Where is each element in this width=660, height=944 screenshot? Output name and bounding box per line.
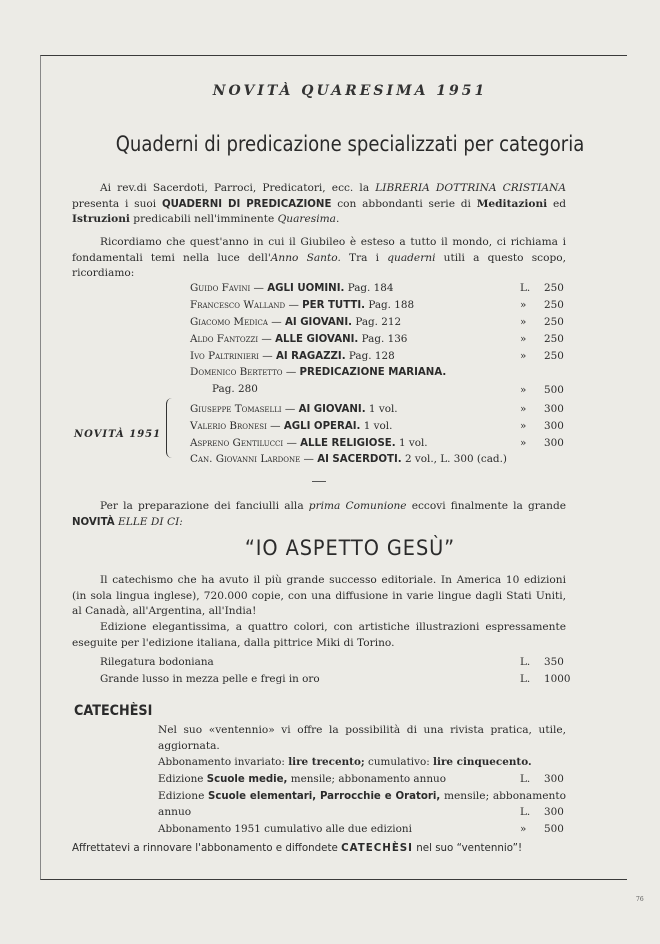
book-entry: Giuseppe Tomaselli — AI GIOVANI. 1 vol. xyxy=(190,403,398,415)
book-entry: Giacomo Medica — AI GIOVANI. Pag. 212 xyxy=(190,316,402,328)
brace xyxy=(166,398,173,458)
book-price: » 300 xyxy=(520,403,564,415)
book-entry: Domenico Bertetto — PREDICAZIONE MARIANA. xyxy=(190,366,447,378)
book-entry: Aldo Fantozzi — ALLE GIOVANI. Pag. 136 xyxy=(190,333,408,345)
catechesi-heading: CATECHÈSI xyxy=(74,703,153,719)
intro-paragraph-2: Ricordiamo che quest'anno in cui il Giubileo è esteso a tutto il mondo, ci richiama i fondamentali temi nella luce dell'Anno Santo. Tra i quaderni utili a questo scopo, ricordiamo: xyxy=(72,236,566,279)
final-appeal: Affrettatevi a rinnovare l'abbonamento e diffondete CATECHÈSI nel suo “ventennio”! xyxy=(72,842,523,854)
scuole-elementari-price: L. 300 xyxy=(520,806,564,818)
book-title-io-aspetto-gesu: “IO ASPETTO GESÙ” xyxy=(244,536,456,560)
comunione-paragraph: Per la preparazione dei fanciulli alla prima Comunione eccovi finalmente la grande NOVITÀ ELLE DI CI: xyxy=(72,500,567,528)
cumulativo-price: » 500 xyxy=(520,823,564,835)
catechesi-abbonamento: Abbonamento invariato: lire trecento; cumulativo: lire cinquecento. xyxy=(158,756,532,768)
book-price: L. 250 xyxy=(520,282,564,294)
book-price: » 250 xyxy=(520,333,564,345)
page-title: Quaderni di predicazione specializzati per categoria xyxy=(115,132,585,156)
catechesi-cumulativo: Abbonamento 1951 cumulativo alle due edizioni xyxy=(158,823,412,835)
book-entry: Valerio Bronesi — AGLI OPERAI. 1 vol. xyxy=(190,420,393,432)
catechesi-paragraph-1: Nel suo «ventennio» vi offre la possibilità di una rivista pratica, utile, aggiornata. xyxy=(158,724,566,752)
book-entry: Aspreno Gentilucci — ALLE RELIGIOSE. 1 vol. xyxy=(190,437,428,449)
book-entry: Can. Giovanni Lardone — AI SACERDOTI. 2 vol., L. 300 (cad.) xyxy=(190,453,507,465)
book-price: » 250 xyxy=(520,350,564,362)
book-price: » 500 xyxy=(520,384,564,396)
page-number: 76 xyxy=(636,896,644,903)
catechesi-scuole-elementari: Edizione Scuole elementari, Parrocchie e Oratori, mensile; abbonamento annuo xyxy=(158,790,566,818)
book-price: » 250 xyxy=(520,299,564,311)
section-header: NOVITÀ QUARESIMA 1951 xyxy=(212,83,488,99)
book-entry: Francesco Walland — PER TUTTI. Pag. 188 xyxy=(190,299,415,311)
book-entry: Guido Favini — AGLI UOMINI. Pag. 184 xyxy=(190,282,394,294)
rilegatura-price: L. 350 xyxy=(520,656,564,668)
rilegatura-label: Rilegatura bodoniana xyxy=(100,656,214,668)
intro-paragraph-1: Ai rev.di Sacerdoti, Parroci, Predicatori, ecc. la LIBRERIA DOTTRINA CRISTIANA presenta i suoi QUADERNI DI PREDICAZIONE con abbondanti serie di Meditazioni ed Istruzioni predicabili nell'imminente Quaresima. xyxy=(72,182,567,225)
scuole-medie-price: L. 300 xyxy=(520,773,564,785)
catechesi-scuole-medie: Edizione Scuole medie, mensile; abbonamento annuo xyxy=(158,773,446,785)
book-price: » 300 xyxy=(520,420,564,432)
book-price: » 250 xyxy=(520,316,564,328)
lusso-price: L. 1000 xyxy=(520,673,571,685)
catechismo-paragraph-1: Il catechismo che ha avuto il più grande successo editoriale. In America 10 edizioni (in sola lingua inglese), 720.000 copie, con una diffusione in varie lingue dagli Stati Uniti, al Canadà, all'Argentina, all'India! xyxy=(72,574,566,617)
book-price: » 300 xyxy=(520,437,564,449)
book-entry: Ivo Paltrinieri — AI RAGAZZI. Pag. 128 xyxy=(190,350,395,362)
divider xyxy=(312,481,326,482)
catechismo-paragraph-2: Edizione elegantissima, a quattro colori, con artistiche illustrazioni espressamente eseguite per l'edizione italiana, dalla pittrice Miki di Torino. xyxy=(72,621,566,649)
novita-1951-label: NOVITÀ 1951 xyxy=(74,429,162,440)
lusso-label: Grande lusso in mezza pelle e fregi in oro xyxy=(100,673,320,685)
book-pages: Pag. 280 xyxy=(212,383,258,395)
